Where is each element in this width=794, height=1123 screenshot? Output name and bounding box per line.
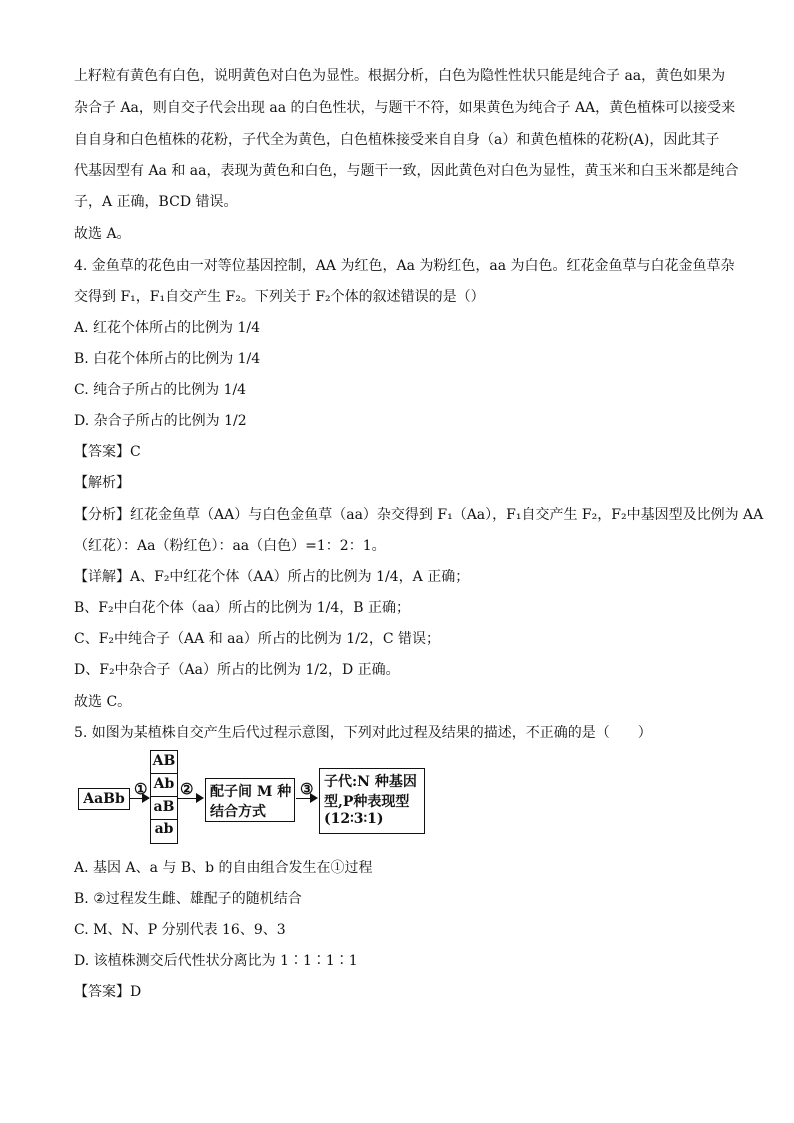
analysis-label: 【解析】 [74,475,130,491]
step-1-marker: ① [134,780,148,798]
arrow-line [178,798,196,799]
question-5-stem: 5. 如图为某植株自交产生后代过程示意图，下列对此过程及结果的描述，不正确的是（ ） [74,725,652,741]
gamete-ab: ab [154,821,174,837]
process-diagram [74,750,434,842]
analysis-text: （红花）：Aa（粉红色）：aa（白色）=1：2：1。 [74,538,386,554]
option-d: D. 杂合子所占的比例为 1/2 [74,413,247,429]
text-line: 代基因型有 Aa 和 aa，表现为黄色和白色，与题干一致，因此黄色对白色为显性，黄玉米和白玉米都是纯合 [74,163,739,179]
detail-text: B、F₂中白花个体（aa）所占的比例为 1/4，B 正确； [74,600,411,616]
combination-box: 配子间 M 种 结合方式 [205,778,295,822]
arrow-line [296,798,310,799]
arrow-head-icon [196,793,204,803]
offspring-box: 子代:N 种基因 型,P种表现型 (12∶3∶1) [319,768,425,834]
question-4-stem: 交得到 F₁，F₁自交产生 F₂。下列关于 F₂个体的叙述错误的是（） [74,289,485,305]
answer-label: 【答案】D [74,984,142,1000]
option-a: A. 基因 A、a 与 B、b 的自由组合发生在①过程 [74,860,373,876]
option-c: C. M、N、P 分别代表 16、9、3 [74,922,286,938]
detail-text: 【详解】A、F₂中红花个体（AA）所占的比例为 1/4，A 正确； [74,569,470,585]
analysis-text: 【分析】红花金鱼草（AA）与白色金鱼草（aa）杂交得到 F₁（Aa），F₁自交产生 F₂，F₂中基因型及比例为 AA [74,507,764,523]
text-line: 子，A 正确，BCD 错误。 [74,194,238,210]
detail-text: D、F₂中杂合子（Aa）所占的比例为 1/2，D 正确。 [74,662,400,678]
option-b: B. 白花个体所占的比例为 1/4 [74,351,261,367]
arrow-line [130,798,142,799]
option-d: D. 该植株测交后代性状分离比为 1∶1∶1∶1 [74,953,358,969]
option-c: C. 纯合子所占的比例为 1/4 [74,382,247,398]
gamete-Ab: Ab [153,776,175,792]
gamete-AB: AB [152,753,176,769]
text-line: 杂合子 Aa，则自交子代会出现 aa 的白色性状，与题干不符，如果黄色为纯合子 AA，黄色植株可以接受来 [74,100,736,116]
detail-text: C、F₂中纯合子（AA 和 aa）所占的比例为 1/2，C 错误； [74,631,440,647]
text-line: 上籽粒有黄色有白色，说明黄色对白色为显性。根据分析，白色为隐性性状只能是纯合子 aa，黄色如果为 [74,68,726,84]
parent-genotype-box: AaBb [78,788,130,810]
answer-label: 【答案】C [74,444,141,460]
choice-text: 故选 C。 [74,694,132,710]
text-line: 自自身和白色植株的花粉，子代全为黄色，白色植株接受来自自身（a）和黄色植株的花粉(A)，因此其子 [74,132,720,148]
question-4-stem: 4. 金鱼草的花色由一对等位基因控制，AA 为红色，Aa 为粉红色，aa 为白色。红花金鱼草与白花金鱼草杂 [74,258,735,274]
step-3-marker: ③ [300,780,314,798]
text-line: 故选 A。 [74,226,131,242]
arrow-head-icon [142,793,150,803]
gamete-aB: aB [153,799,175,815]
option-a: A. 红花个体所占的比例为 1/4 [74,320,260,336]
arrow-head-icon [310,793,318,803]
gametes-box [150,750,178,844]
step-2-marker: ② [180,780,194,798]
option-b: B. ②过程发生雌、雄配子的随机结合 [74,891,302,907]
